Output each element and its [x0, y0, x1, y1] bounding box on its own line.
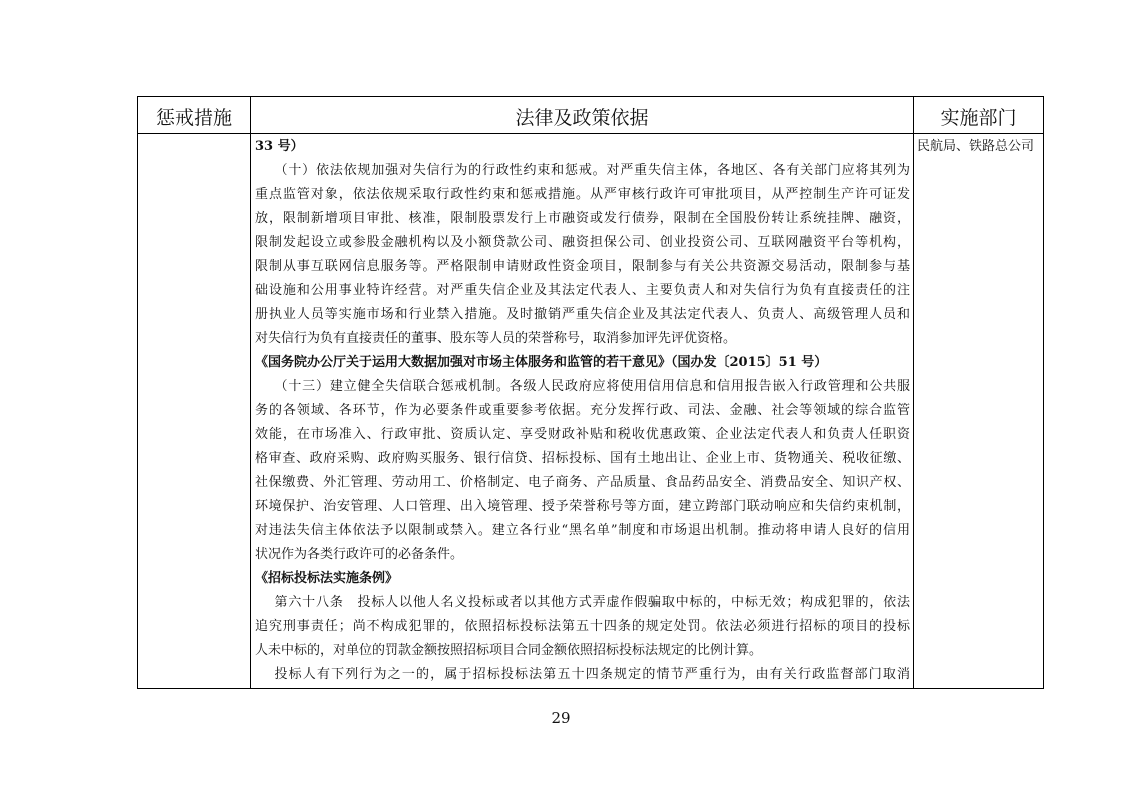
text-line: 放，限制新增项目审批、核准，限制股票发行上市融资或发行债券，限制在全国股份转让系统挂牌、融资，: [255, 211, 910, 226]
header-department: 实施部门: [914, 97, 1044, 134]
department-cell: [914, 134, 1044, 689]
page-number: 29: [551, 709, 571, 727]
text-line: 务的各领域、各环节，作为必要条件或重要参考依据。充分发挥行政、司法、金融、社会等领域的综合监管: [255, 403, 910, 418]
text-line: 对违法失信主体依法予以限制或禁入。建立各行业“黑名单”制度和市场退出机制。推动将申请人良好的信用: [255, 523, 910, 538]
paragraph: [255, 159, 910, 351]
policy-table: [137, 96, 1044, 689]
text-line: 《招标投标法实施条例》: [255, 571, 399, 586]
penalty-measures-cell: [138, 134, 251, 689]
citation-heading: [255, 567, 910, 591]
text-line: 环境保护、治安管理、人口管理、出入境管理、授予荣誉称号等方面，建立跨部门联动响应和失信约束机制，: [255, 499, 910, 514]
text-line: 追究刑事责任；尚不构成犯罪的，依照招标投标法第五十四条的规定处罚。依法必须进行招标的项目的投标: [255, 619, 910, 634]
citation-heading: [255, 351, 910, 375]
text-line: （十）依法依规加强对失信行为的行政性约束和惩戒。对严重失信主体，各地区、各有关部门应将其列为: [274, 163, 910, 178]
text-line: 第六十八条 投标人以他人名义投标或者以其他方式弄虚作假骗取中标的，中标无效；构成犯罪的，依法: [274, 595, 910, 610]
table-header-row: [138, 97, 1044, 134]
text-line: 效能，在市场准入、行政审批、资质认定、享受财政补贴和税收优惠政策、企业法定代表人和负责人任职资: [255, 427, 910, 442]
paragraph: [255, 375, 910, 567]
text-line: 33 号）: [255, 139, 304, 154]
header-legal-basis: 法律及政策依据: [251, 97, 914, 134]
text-line: 状况作为各类行政许可的必备条件。: [255, 547, 464, 562]
text-line: 限制从事互联网信息服务等。严格限制申请财政性资金项目，限制参与有关公共资源交易活动，限制参与基: [255, 259, 910, 274]
text-line: 社保缴费、外汇管理、劳动用工、价格制定、电子商务、产品质量、食品药品安全、消费品安全、知识产权、: [255, 475, 910, 490]
table-row: [138, 134, 1044, 689]
text-line: 格审查、政府采购、政府购买服务、银行信贷、招标投标、国有土地出让、企业上市、货物通关、税收征缴、: [255, 451, 910, 466]
legal-basis-cell: [251, 134, 914, 689]
text-line: 础设施和公用事业特许经营。对严重失信企业及其法定代表人、主要负责人和对失信行为负有直接责任的注: [255, 283, 910, 298]
citation-heading: [255, 135, 910, 159]
text-line: 限制发起设立或参股金融机构以及小额贷款公司、融资担保公司、创业投资公司、互联网融资平台等机构，: [255, 235, 910, 250]
text-line: 人未中标的，对单位的罚款金额按照招标项目合同金额依照招标投标法规定的比例计算。: [255, 643, 763, 658]
text-line: 册执业人员等实施市场和行业禁入措施。及时撤销严重失信企业及其法定代表人、负责人、高级管理人员和: [255, 307, 910, 322]
paragraph: [255, 663, 910, 687]
legal-basis-text: [251, 134, 913, 687]
text-line: 《国务院办公厅关于运用大数据加强对市场主体服务和监管的若干意见》（国办发〔2015〕51 号）: [255, 355, 828, 370]
department-value: 民航局、铁路总公司: [917, 139, 1035, 154]
text-line: （十三）建立健全失信联合惩戒机制。各级人民政府应将使用信用信息和信用报告嵌入行政管理和公共服: [274, 379, 910, 394]
text-line: 对失信行为负有直接责任的董事、股东等人员的荣誉称号，取消参加评先评优资格。: [255, 331, 737, 346]
header-penalty-measures: 惩戒措施: [138, 97, 251, 134]
paragraph: [255, 591, 910, 663]
text-line: 重点监管对象，依法依规采取行政性约束和惩戒措施。从严审核行政许可审批项目，从严控制生产许可证发: [255, 187, 910, 202]
text-line: 投标人有下列行为之一的，属于招标投标法第五十四条规定的情节严重行为，由有关行政监督部门取消: [274, 667, 910, 682]
